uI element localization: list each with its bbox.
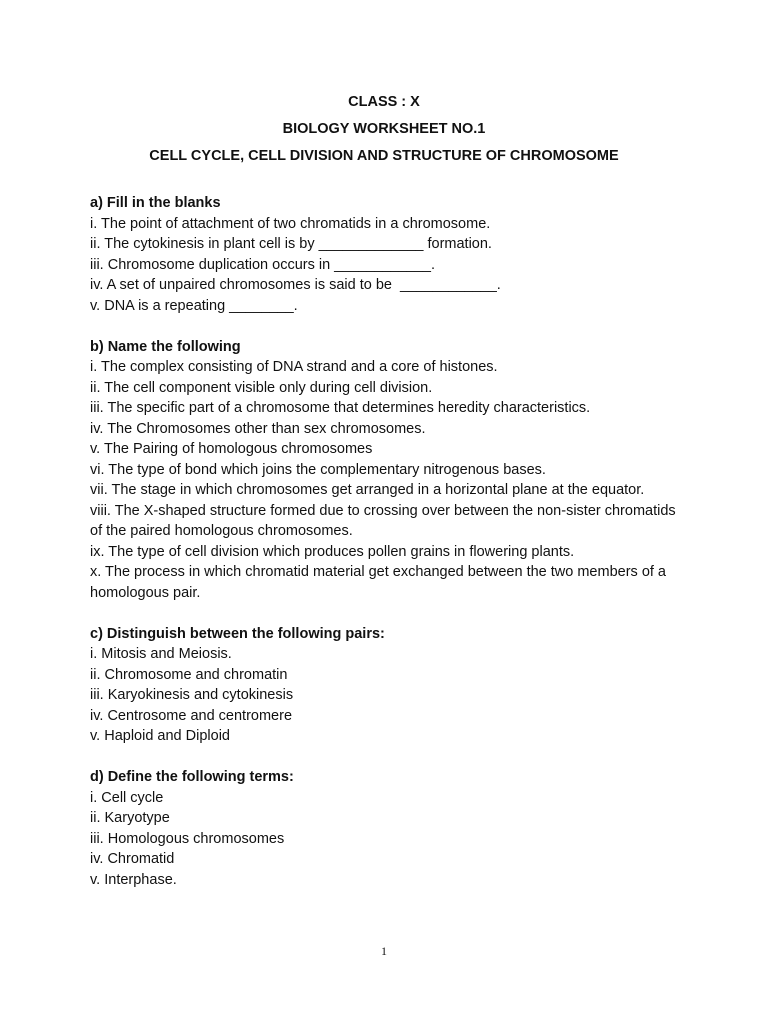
section-title: d) Define the following terms: bbox=[90, 769, 294, 785]
question-item: v. The Pairing of homologous chromosomes bbox=[90, 441, 373, 457]
question-item: viii. The X-shaped structure formed due to crossing over between the non-sister chromatids of the paired homologous chromosomes. bbox=[90, 502, 680, 539]
section-fill-in-blanks bbox=[90, 193, 690, 316]
question-item: iii. Chromosome duplication occurs in ____________. bbox=[90, 256, 435, 273]
question-item: x. The process in which chromatid material get exchanged between the two members of a homologous pair. bbox=[90, 564, 671, 601]
section-title: b) Name the following bbox=[90, 338, 241, 355]
question-item: iv. The Chromosomes other than sex chromosomes. bbox=[90, 420, 426, 437]
section-name-the-following bbox=[90, 337, 690, 604]
question-item: ii. The cytokinesis in plant cell is by _____________ formation. bbox=[90, 236, 492, 252]
worksheet-title: BIOLOGY WORKSHEET NO.1 bbox=[282, 121, 486, 137]
question-item: iv. Chromatid bbox=[90, 851, 175, 867]
section-title: c) Distinguish between the following pairs: bbox=[90, 625, 385, 642]
question-item: v. Interphase. bbox=[90, 871, 177, 888]
question-item: vii. The stage in which chromosomes get arranged in a horizontal plane at the equator. bbox=[90, 482, 645, 498]
question-item: v. Haploid and Diploid bbox=[90, 728, 230, 744]
worksheet-body bbox=[90, 193, 690, 911]
section-define-terms bbox=[90, 767, 690, 890]
question-item: iv. A set of unpaired chromosomes is said to be ____________. bbox=[90, 277, 501, 293]
question-item: i. The point of attachment of two chromatids in a chromosome. bbox=[90, 215, 491, 232]
question-item: ix. The type of cell division which produces pollen grains in flowering plants. bbox=[90, 543, 575, 560]
section-title: a) Fill in the blanks bbox=[90, 195, 221, 211]
page-number: 1 bbox=[381, 944, 387, 958]
question-item: ii. Chromosome and chromatin bbox=[90, 666, 288, 683]
question-item: vi. The type of bond which joins the complementary nitrogenous bases. bbox=[90, 461, 546, 478]
topic-title: CELL CYCLE, CELL DIVISION AND STRUCTURE OF CHROMOSOME bbox=[149, 148, 619, 164]
section-distinguish-pairs bbox=[90, 624, 690, 747]
question-item: iii. The specific part of a chromosome that determines heredity characteristics. bbox=[90, 400, 591, 416]
question-item: ii. The cell component visible only during cell division. bbox=[90, 379, 433, 396]
question-item: iv. Centrosome and centromere bbox=[90, 707, 293, 724]
question-item: ii. Karyotype bbox=[90, 810, 170, 826]
question-item: i. Cell cycle bbox=[90, 789, 164, 806]
question-item: iii. Homologous chromosomes bbox=[90, 830, 285, 847]
class-heading: CLASS : X bbox=[348, 94, 420, 110]
question-item: i. The complex consisting of DNA strand and a core of histones. bbox=[90, 359, 498, 375]
question-item: v. DNA is a repeating ________. bbox=[90, 297, 298, 314]
question-item: i. Mitosis and Meiosis. bbox=[90, 646, 232, 662]
question-item: iii. Karyokinesis and cytokinesis bbox=[90, 687, 294, 703]
